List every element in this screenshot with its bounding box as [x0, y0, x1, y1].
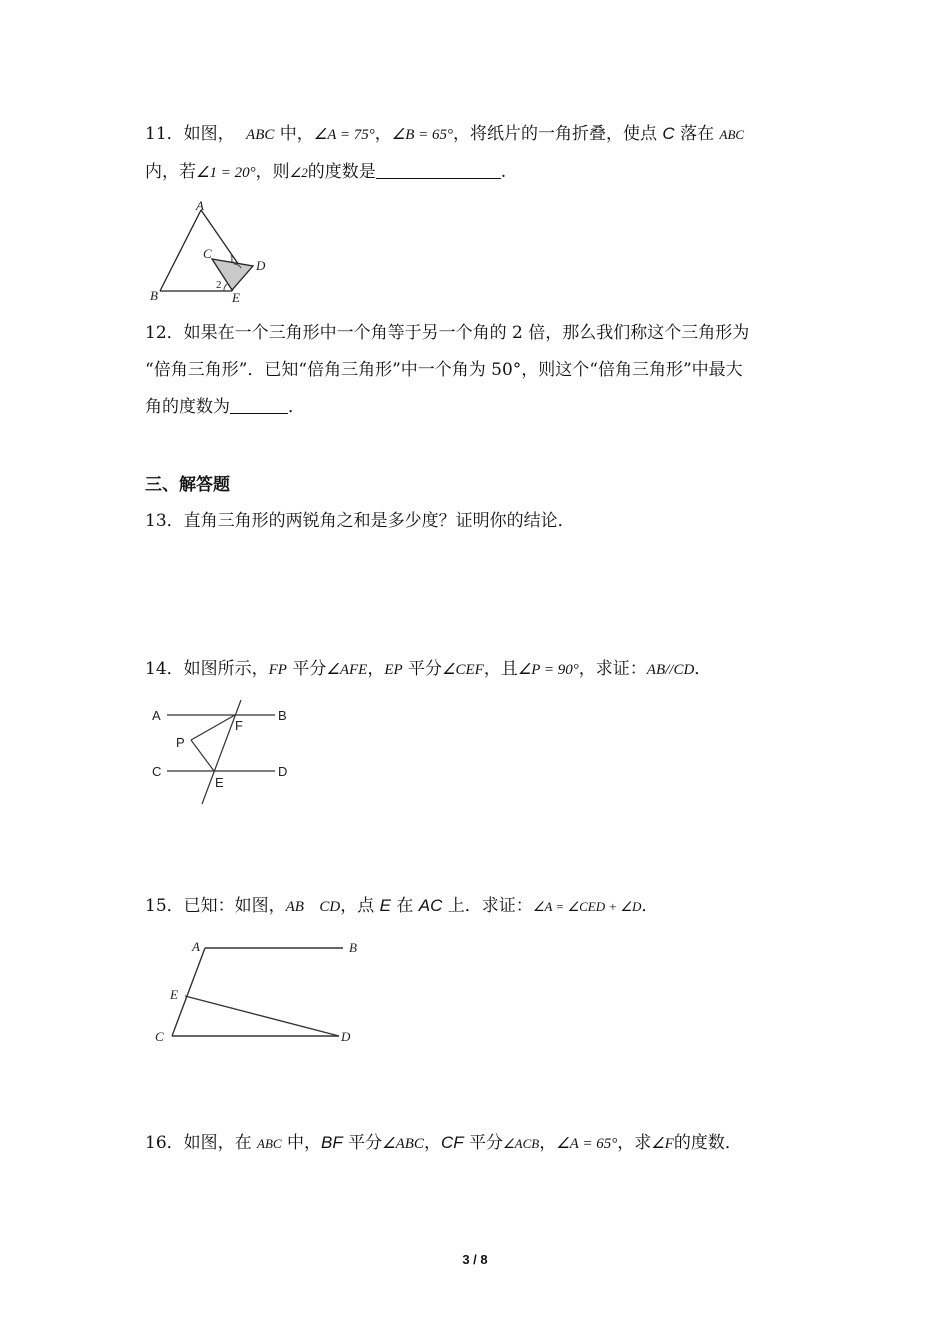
q11-line2: 内，若∠1 = 20°，则∠2的度数是 .	[145, 162, 507, 182]
label-F: F	[235, 718, 243, 733]
q14-text: 14．如图所示，FP 平分∠AFE，EP 平分∠CEF，且∠P = 90°，求证：AB//CD．	[145, 659, 712, 679]
angle-acb: ∠ACB	[503, 1136, 540, 1151]
label-C: C	[155, 1029, 164, 1044]
angle-a-value: ∠A = 65°	[556, 1136, 618, 1152]
label-A: A	[196, 198, 204, 213]
label-angle-2: 2	[216, 279, 222, 291]
q12-line3: 角的度数为 ．	[145, 397, 305, 417]
q15-figure	[145, 935, 375, 1050]
segment-pe	[191, 740, 214, 771]
label-angle-1: 1	[229, 253, 235, 265]
label-B: B	[349, 940, 357, 955]
label-E: E	[170, 987, 178, 1002]
q13-text: 13．直角三角形的两锐角之和是多少度？证明你的结论．	[145, 511, 575, 531]
segment-pf	[191, 715, 235, 740]
label-B: B	[278, 708, 287, 723]
section-heading: 三、解答题	[145, 475, 230, 495]
label-C: C	[203, 246, 212, 261]
label-E: E	[232, 290, 240, 305]
q12-line1: 12．如果在一个三角形中一个角等于另一个角的 2 倍，那么我们称这个三角形为	[145, 323, 750, 343]
equation: ∠A = ∠CED + ∠D	[532, 899, 642, 914]
label-E: E	[215, 775, 224, 790]
answer-blank[interactable]	[376, 160, 501, 179]
label-A: A	[152, 708, 161, 723]
angle-cef: ∠CEF	[442, 662, 484, 678]
q12-line2: “倍角三角形”．已知“倍角三角形”中一个角为 50°，则这个“倍角三角形”中最大	[145, 360, 743, 380]
q16-text: 16．如图，在 ABC 中，BF 平分∠ABC，CF 平分∠ACB，∠A = 65°，求∠F的度数．	[145, 1133, 742, 1153]
q11-figure	[145, 198, 285, 308]
line-ed	[185, 996, 339, 1036]
angle-a-value: ∠A = 75°	[313, 127, 375, 143]
triangle-label: ABC	[246, 127, 275, 143]
label-D: D	[341, 1029, 351, 1044]
q15-text: 15．已知：如图，AB CD，点 E 在 AC 上．求证：∠A = ∠CED + ∠D．	[145, 896, 659, 916]
q11-number: 11．	[145, 124, 184, 144]
angle-p: ∠P = 90°	[517, 662, 579, 678]
conclusion: AB//CD	[646, 662, 695, 678]
label-C: C	[152, 764, 162, 779]
label-D: D	[278, 764, 288, 779]
q14-figure	[145, 700, 305, 810]
angle-f: ∠F	[651, 1136, 674, 1152]
angle-afe: ∠AFE	[326, 662, 368, 678]
angle-b-value: ∠B = 65°	[391, 127, 453, 143]
label-D: D	[256, 258, 266, 273]
label-B: B	[150, 288, 158, 303]
angle-abc: ∠ABC	[382, 1136, 424, 1152]
q11-line1: 11．如图， ABC 中，∠A = 75°，∠B = 65°，将纸片的一角折叠，使点 C 落在 ABC	[145, 124, 745, 144]
angle-1-value: ∠1 = 20°	[196, 165, 256, 181]
page-number: 3 / 8	[462, 1252, 488, 1267]
label-P: P	[176, 735, 185, 750]
label-A: A	[192, 939, 200, 954]
angle-2-label: ∠2	[289, 165, 308, 180]
answer-blank[interactable]	[230, 395, 288, 414]
